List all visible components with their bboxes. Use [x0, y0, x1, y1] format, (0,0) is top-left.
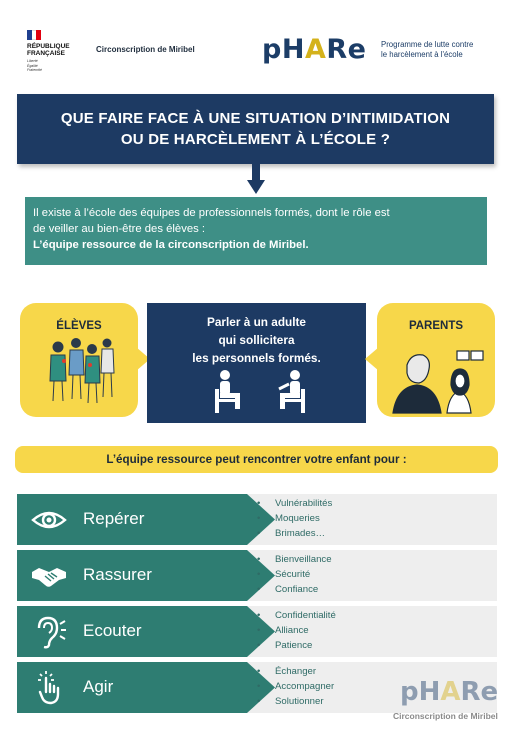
list-item: • Alliance [257, 623, 336, 638]
center-box [147, 303, 366, 423]
list-item: • Solutionner [257, 694, 334, 709]
list-item: • Sécurité [257, 567, 332, 582]
info-line1: Il existe à l’école des équipes de professionnels formés, dont le rôle est [33, 207, 390, 219]
row-label-rassurer: Rassurer [83, 565, 152, 584]
center-text [147, 313, 366, 367]
phare-subtitle [381, 40, 501, 60]
phare-subtitle-1: Programme de lutte contre [381, 40, 474, 49]
eleves-bubble [20, 303, 138, 417]
rf-motto-3: Fraternité [27, 68, 42, 72]
row-ecouter [17, 606, 497, 657]
row-items-agir [257, 664, 334, 709]
row-label-reperer: Repérer [83, 509, 145, 528]
footer-phare-logo: pHARe [400, 677, 499, 707]
center-line3: les personnels formés. [192, 351, 321, 365]
handshake-icon [31, 558, 67, 594]
circonscription-label: Circonscription de Miribel [96, 45, 195, 54]
rf-motto [27, 59, 82, 73]
list-item: • Patience [257, 638, 336, 653]
footer-circonscription: Circonscription de Miribel [393, 711, 498, 721]
rf-name-line2: FRANÇAISE [27, 50, 65, 57]
center-line1: Parler à un adulte [207, 315, 306, 329]
row-rassurer [17, 550, 497, 601]
list-item: • Confiance [257, 582, 332, 597]
rf-name-line1: RÉPUBLIQUE [27, 43, 70, 50]
row-reperer [17, 494, 497, 545]
title-line1: QUE FAIRE FACE À UNE SITUATION D’INTIMIDATION [60, 110, 451, 127]
list-item: • Échanger [257, 664, 334, 679]
center-line2: qui sollicitera [218, 333, 295, 347]
page-title [17, 94, 494, 164]
list-item: • Bienveillance [257, 552, 332, 567]
title-line2: OU DE HARCÈLEMENT À L’ÉCOLE ? [120, 131, 391, 148]
eleves-label: ÉLÈVES [56, 320, 102, 332]
info-line2: de veiller au bien-être des élèves : [33, 223, 206, 235]
info-line3: L’équipe ressource de la circonscription de Miribel. [33, 239, 309, 251]
seated-student-icon [267, 369, 311, 415]
row-items-ecouter [257, 608, 336, 653]
info-box [25, 197, 487, 265]
row-label-agir: Agir [83, 677, 114, 696]
rf-motto-2: Égalité [27, 63, 38, 68]
eye-icon [31, 502, 67, 538]
phare-logo: pHARe [262, 34, 367, 65]
row-label-ecouter: Ecouter [83, 621, 142, 640]
students-illustration-icon [20, 303, 138, 417]
header [0, 0, 520, 80]
rf-motto-1: Liberté [27, 59, 38, 63]
ear-icon [31, 614, 67, 650]
banner: L’équipe ressource peut rencontrer votre enfant pour : [15, 446, 498, 473]
list-item: • Moqueries [257, 511, 332, 526]
french-flag-icon [27, 30, 41, 40]
row-items-reperer [257, 496, 332, 541]
republique-francaise-logo [27, 30, 82, 73]
parents-label: PARENTS [408, 320, 464, 332]
list-item: • Vulnérabilités [257, 496, 332, 511]
down-arrow-icon [247, 160, 265, 196]
parents-illustration-icon [377, 303, 495, 417]
pointing-hand-icon [31, 670, 67, 706]
seated-adult-icon [213, 369, 253, 415]
list-item: • Confidentialité [257, 608, 336, 623]
parents-bubble [377, 303, 495, 417]
list-item: • Brimades… [257, 526, 332, 541]
phare-subtitle-2: le harcèlement à l'école [381, 50, 463, 59]
row-items-rassurer [257, 552, 332, 597]
list-item: • Accompagner [257, 679, 334, 694]
